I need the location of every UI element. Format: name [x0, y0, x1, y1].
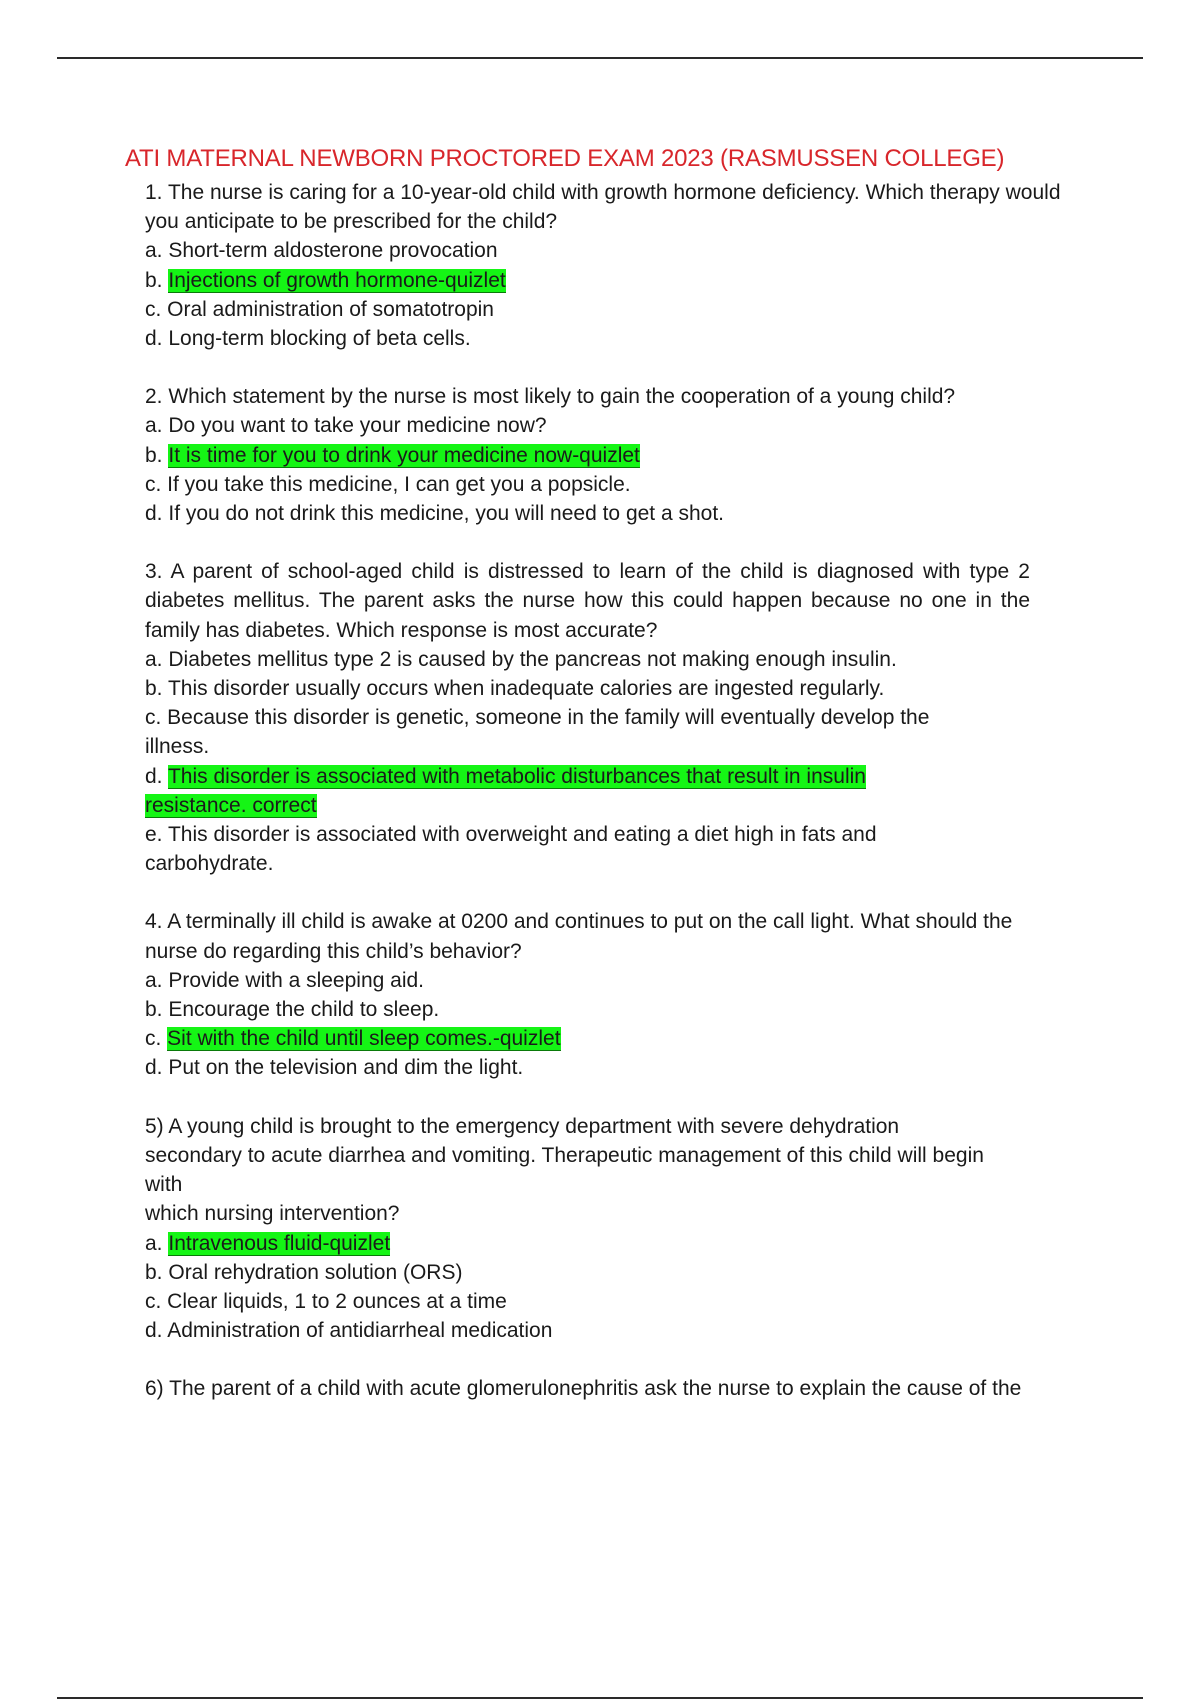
question-5	[145, 1112, 1080, 1346]
page-bottom-rule	[57, 1697, 1143, 1699]
option-prefix: d.	[145, 327, 169, 351]
question-5-option-c	[145, 1287, 1080, 1316]
question-list	[145, 178, 1080, 1433]
option-prefix: b.	[145, 268, 169, 292]
option-prefix: d.	[145, 502, 169, 526]
option-text: Long-term blocking of beta cells.	[168, 327, 471, 351]
option-prefix: c.	[145, 1289, 168, 1313]
question-6-text: 6) The parent of a child with acute glomerulonephritis ask the nurse to explain the cause of the	[145, 1377, 1022, 1401]
question-4-option-b	[145, 995, 1080, 1024]
option-text: Provide with a sleeping aid.	[168, 968, 425, 992]
question-1-text: 1. The nurse is caring for a 10-year-old child with growth hormone deficiency. Which therapy would you anticipate to be prescribed for the child?	[145, 181, 1061, 234]
question-6	[145, 1374, 1080, 1403]
option-text: Diabetes mellitus type 2 is caused by the pancreas not making enough insulin.	[168, 647, 897, 671]
question-5-option-b	[145, 1258, 1080, 1287]
option-prefix: c.	[145, 1027, 168, 1051]
option-text: Administration of antidiarrheal medication	[167, 1319, 553, 1343]
option-text: If you take this medicine, I can get you a popsicle.	[167, 472, 631, 496]
question-4-option-c	[145, 1024, 1080, 1053]
option-prefix: c.	[145, 297, 168, 321]
option-prefix: a.	[145, 414, 169, 438]
option-prefix: d.	[145, 1056, 169, 1080]
question-2-option-d	[145, 499, 1080, 528]
option-text: Do you want to take your medicine now?	[168, 414, 547, 438]
question-1-option-c	[145, 295, 1080, 324]
question-4-option-a	[145, 966, 1080, 995]
question-1	[145, 178, 1080, 353]
question-3-option-c	[145, 703, 985, 761]
question-2-text: 2. Which statement by the nurse is most likely to gain the cooperation of a young child?	[145, 385, 956, 409]
highlighted-answer: Intravenous fluid-quizlet	[168, 1231, 391, 1255]
question-5-text-line-1: 5) A young child is brought to the emergency department with severe dehydration	[145, 1114, 900, 1138]
option-text: Short-term aldosterone provocation	[168, 239, 498, 263]
question-2-option-b	[145, 441, 1080, 470]
option-prefix: a.	[145, 239, 169, 263]
question-3-text: 3. A parent of school-aged child is distressed to learn of the child is diagnosed with type 2 diabetes mellitus. The parent asks the nurse how this could happen because no one in the family has diabetes. Which response is most accurate?	[145, 560, 1030, 642]
question-5-option-d	[145, 1316, 1080, 1345]
question-2-option-c	[145, 470, 1080, 499]
highlighted-answer: Injections of growth hormone-quizlet	[168, 268, 506, 292]
question-4-option-d	[145, 1053, 1080, 1082]
question-5-text-line-3: with	[145, 1173, 183, 1197]
question-1-option-b	[145, 266, 1080, 295]
question-3-option-a	[145, 645, 1080, 674]
option-prefix: e.	[145, 823, 168, 847]
question-2	[145, 382, 1080, 528]
option-prefix: d.	[145, 1319, 168, 1343]
option-prefix: b.	[145, 443, 169, 467]
question-5-text-line-4: which nursing intervention?	[145, 1202, 400, 1226]
question-5-text-line-2: secondary to acute diarrhea and vomiting. Therapeutic management of this child will begin	[145, 1143, 984, 1167]
option-prefix: a.	[145, 1231, 169, 1255]
option-prefix: a.	[145, 968, 169, 992]
option-text: Put on the television and dim the light.	[168, 1056, 524, 1080]
option-text: Oral administration of somatotropin	[167, 297, 494, 321]
question-2-option-a	[145, 411, 1080, 440]
highlighted-answer: This disorder is associated with metabolic disturbances that result in insulin resistance. correct	[145, 764, 866, 817]
page-top-rule	[57, 57, 1143, 59]
option-text: This disorder is associated with overweight and eating a diet high in fats and carbohydrate.	[145, 823, 877, 876]
question-3-option-b	[145, 674, 1080, 703]
option-prefix: b.	[145, 1260, 169, 1284]
option-prefix: c.	[145, 706, 168, 730]
option-prefix: c.	[145, 472, 168, 496]
highlighted-answer: Sit with the child until sleep comes.-quizlet	[167, 1027, 561, 1051]
option-text: Clear liquids, 1 to 2 ounces at a time	[167, 1289, 507, 1313]
question-4	[145, 907, 1080, 1082]
option-text: Encourage the child to sleep.	[168, 998, 440, 1022]
question-3	[145, 557, 1080, 878]
document-title: ATI MATERNAL NEWBORN PROCTORED EXAM 2023 (RASMUSSEN COLLEGE)	[125, 145, 1005, 172]
question-1-option-a	[145, 236, 1080, 265]
highlighted-answer: It is time for you to drink your medicine now-quizlet	[168, 443, 640, 467]
option-text: If you do not drink this medicine, you will need to get a shot.	[168, 502, 725, 526]
question-1-option-d	[145, 324, 1080, 353]
question-3-option-d	[145, 762, 905, 820]
option-prefix: b.	[145, 998, 169, 1022]
question-4-text: 4. A terminally ill child is awake at 0200 and continues to put on the call light. What should the nurse do regarding this child’s behavior?	[145, 910, 1013, 963]
option-prefix: b.	[145, 677, 168, 701]
question-3-option-e	[145, 820, 945, 878]
question-5-option-a	[145, 1229, 1080, 1258]
option-prefix: d.	[145, 764, 168, 788]
option-prefix: a.	[145, 647, 169, 671]
option-text: Because this disorder is genetic, someone in the family will eventually develop the illness.	[145, 706, 930, 759]
option-text: This disorder usually occurs when inadequate calories are ingested regularly.	[167, 677, 885, 701]
option-text: Oral rehydration solution (ORS)	[168, 1260, 463, 1284]
